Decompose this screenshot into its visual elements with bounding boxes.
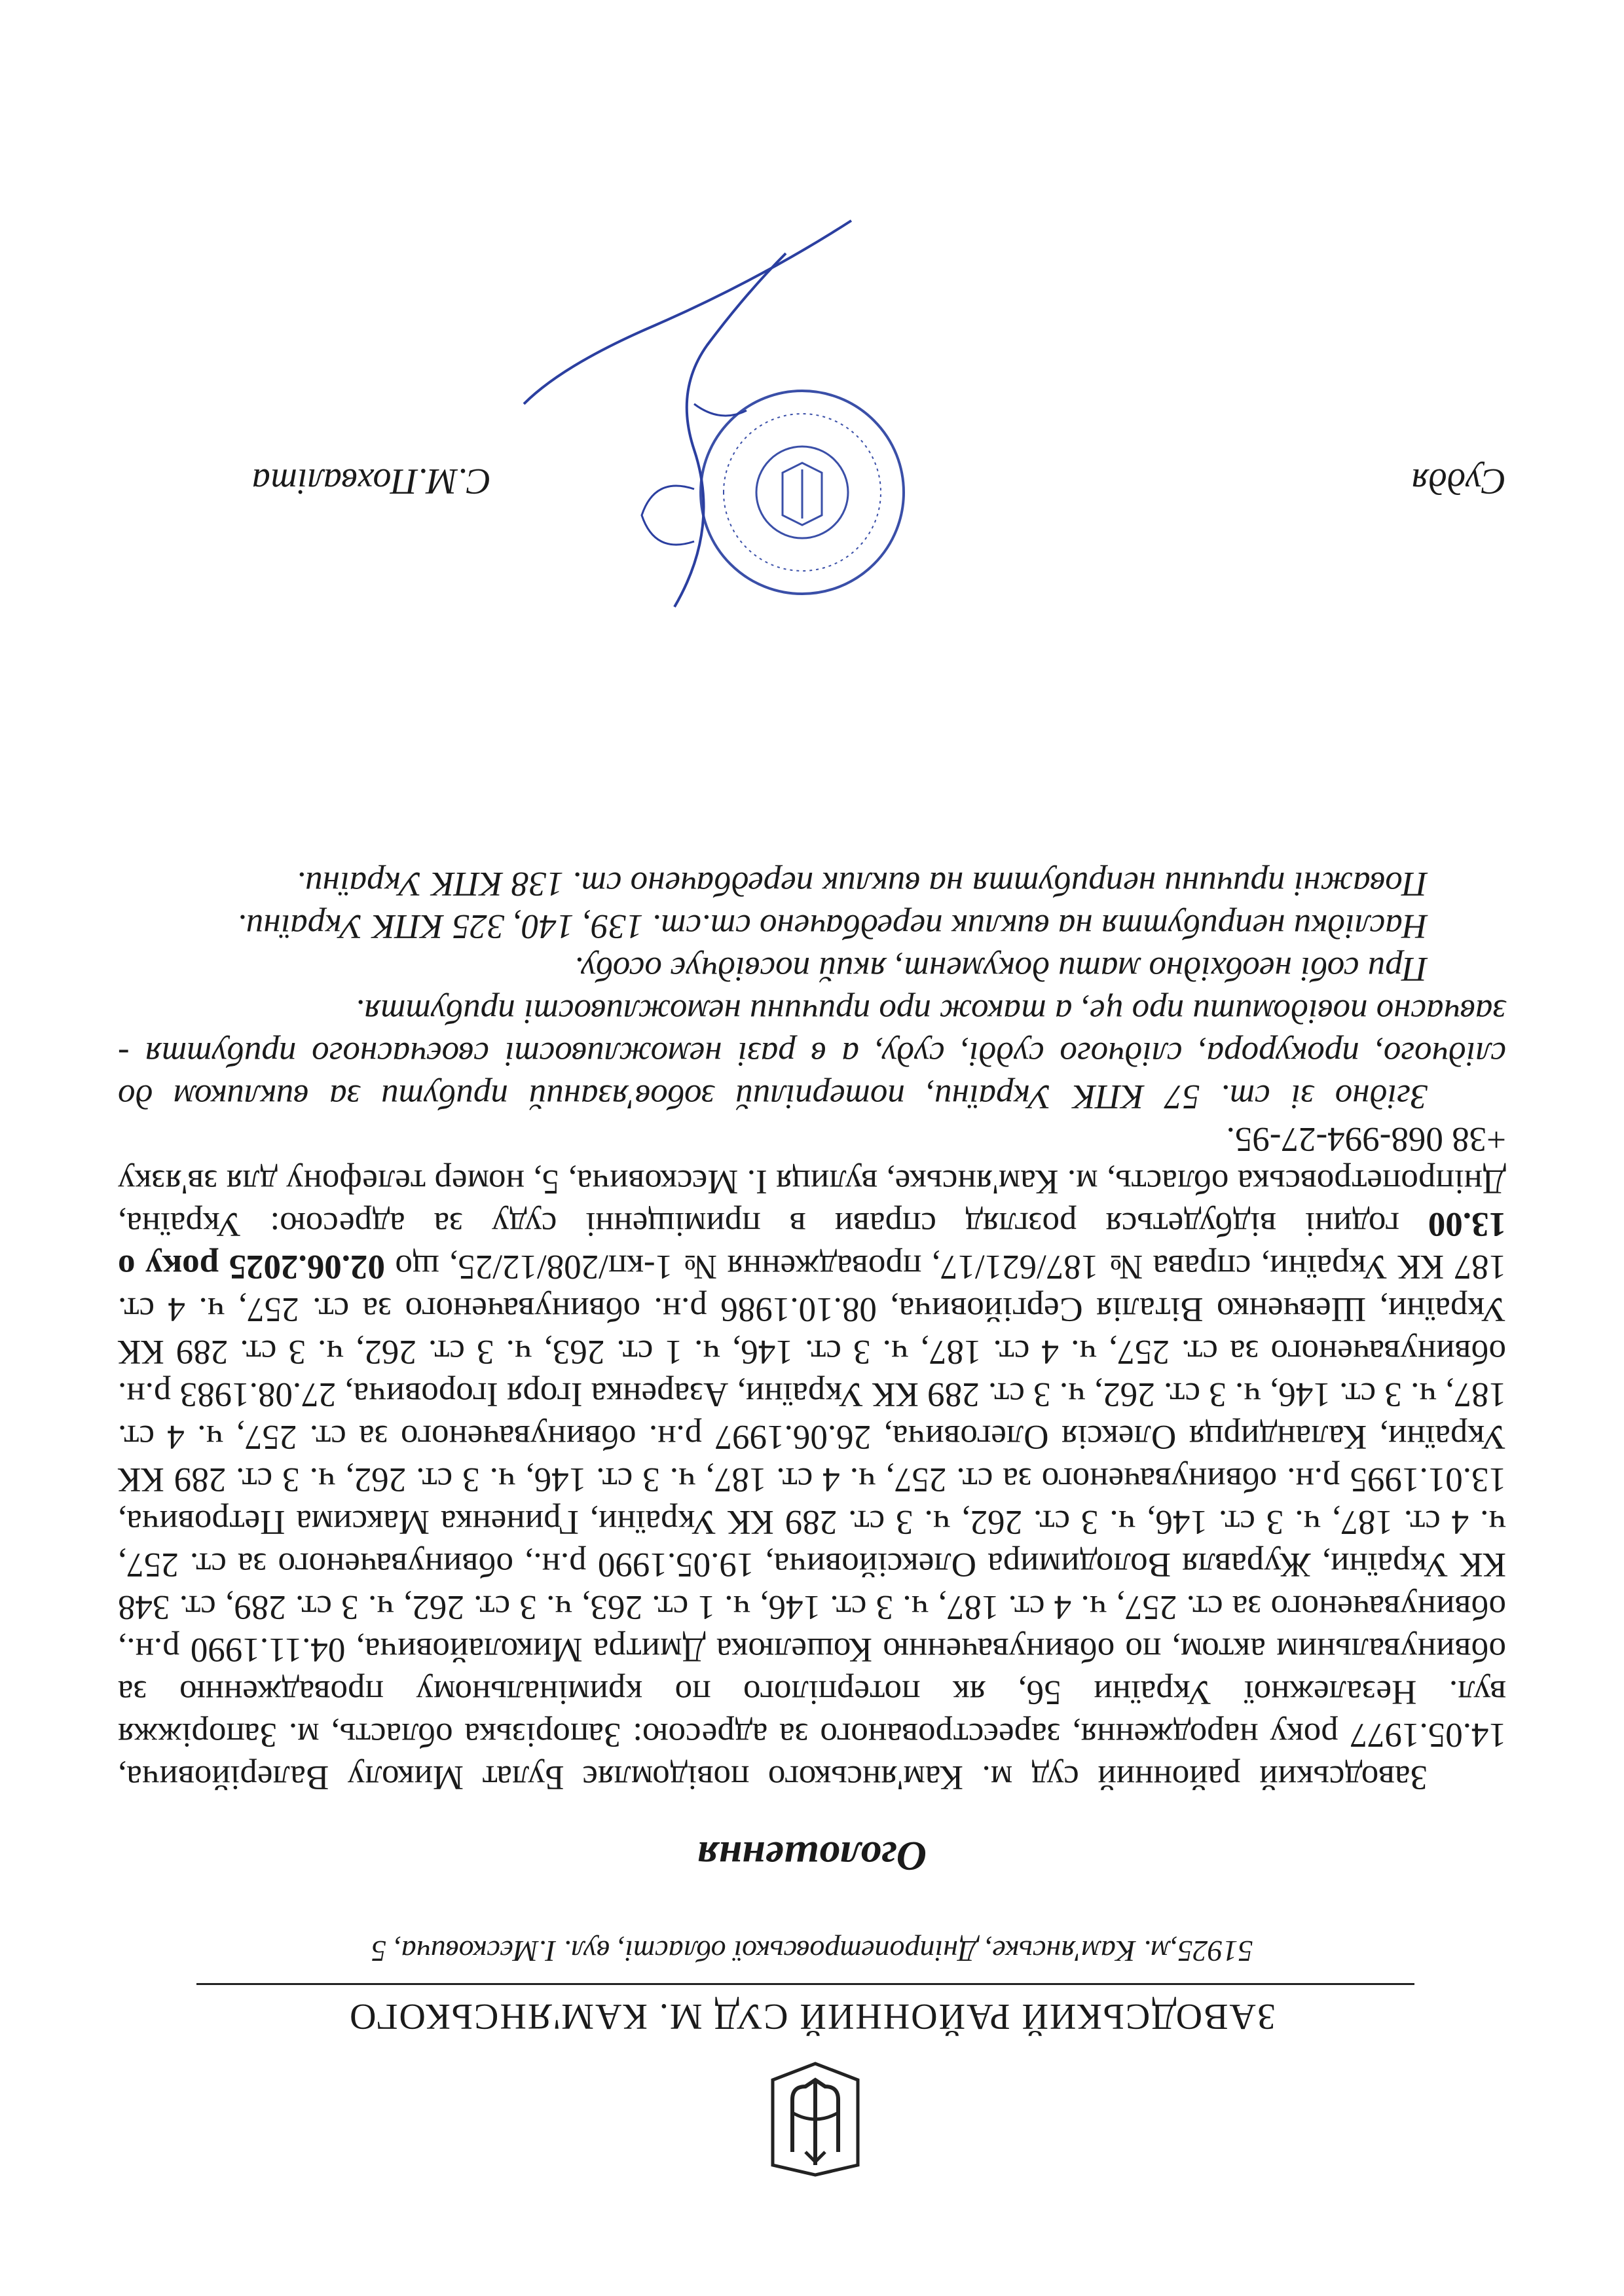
body-paragraph-main-text: Заводський районний суд м. Кам'янського повідомляє Булат Миколу Валерійовича, 14.05.1977 року народження, зареєстрованого за адресою: Запорізька область, м. Запоріжжя вул. Незалежної України 56, як потерпілого по кримінальному провадженню за обвинувальним актом, по обвинуваченню Кошелюка Дмитра Миколайовича, 04.11.1990 р.н., обвинуваченого за ст. 257, ч. 4 ст. 187, ч. 3 ст. 146, ч. 1 ст. 263, ч. 3 ст. 262, ч. 3 ст. 289, ст. 348 КК України, Журавля Володимира Олексійовича, 19.05.1990 р.н., обвинуваченого за ст. 257, ч. 4 ст. 187, ч. 3 ст. 146, ч. 3 ст. 262, ч. 3 ст. 289 КК України, Гриненка Максима Петровича, 13.01.1995 р.н. обвинуваченого за ст. 257, ч. 4 ст. 187, ч. 3 ст. 146, ч. 3 ст. 262, ч. 3 ст. 289 КК України, Каландирця Олексія Олеговича, 26.06.1997 р.н. обвинуваченого за ст. 257, ч. 4 ст. 187, ч. 3 ст. 146, ч. 3 ст. 262, ч. 3 ст. 289 КК України, Азаренка Ігоря Ігоровича, 27.08.1983 р.н. обвинуваченого за ст. 257, ч. 4 ст. 187, ч. 3 ст. 146, ч. 1 ст. 263, ч. 3 ст. 262, ч. 3 ст. 289 КК України, Шевченко Віталія Сергійовича, 08.10.1986 р.н. обвинуваченого за ст. 257, ч. 4 ст. 187 КК України, справа № 187/621/17, провадження № 1-кп/208/12/25, що <box>118 1248 1506 1796</box>
document-title: Оголошення <box>697 1833 927 1880</box>
signature-icon <box>498 214 891 620</box>
body-paragraph-reasons: Поважні причини неприбуття на виклик передбачено ст. 138 КПК України. <box>296 865 1428 903</box>
judge-name: С.М.Похваліта <box>251 461 491 501</box>
court-name: ЗАВОДСЬКИЙ РАЙОННИЙ СУД М. КАМ'ЯНСЬКОГО <box>348 1996 1276 2037</box>
court-address: 51925,м. Кам'янське, Дніпропетровської області, вул. І.Мєсковича, 5 <box>371 1935 1253 1968</box>
header-divider <box>196 1983 1414 1985</box>
body-paragraph-main-tail: годині відбудеться розгляд справи в приміщенні суду за адресою: Україна, Дніпропетровська область, м. Кам'янське, вулиця І. Мєсковича, 5, номер телефону для зв'язку +38 068-994-27-95. <box>117 1120 1506 1243</box>
document-body <box>118 862 1506 1798</box>
coat-of-arms-icon <box>766 2060 864 2178</box>
body-paragraph-main <box>118 1118 1506 1798</box>
judge-label: Суддя <box>1411 461 1506 501</box>
body-paragraph-obligation: Згідно зі ст. 57 КПК України, потерпілий зобов'язаний прибути за викликом до слідчого, прокурора, слідчого судді, суду, а в разі неможливості своєчасного прибуття - завчасно повідомити про це, а також про причини неможливості прибуття. <box>118 993 1506 1116</box>
hearing-time: року о 13.00 <box>117 1205 1506 1286</box>
hearing-date: 02.06.2025 <box>229 1248 385 1286</box>
body-paragraph-document: При собі необхідно мати документ, який посвідчує особу. <box>574 950 1428 988</box>
body-paragraph-consequences: Наслідки неприбуття на виклик передбачено ст.ст. 139, 140, 325 КПК України. <box>237 907 1428 945</box>
